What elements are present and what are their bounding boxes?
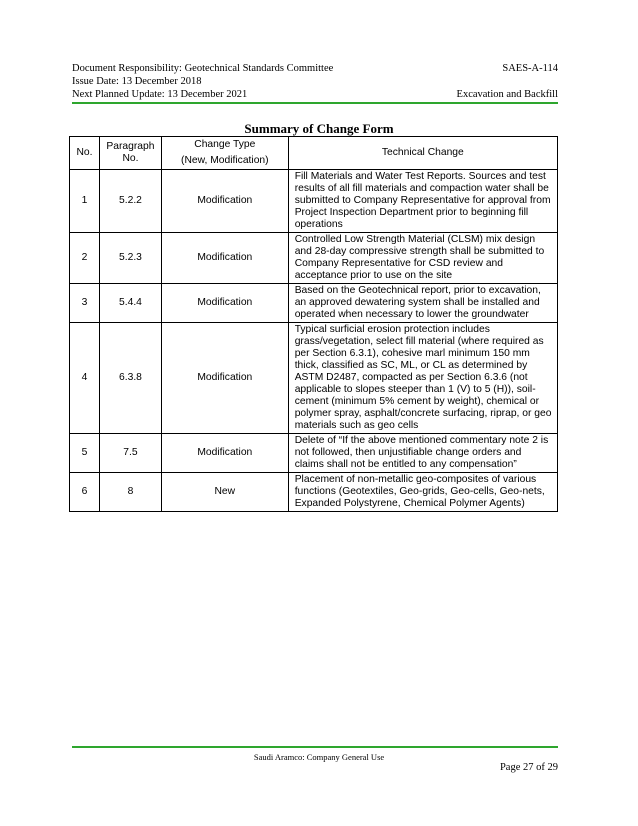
table-row <box>70 434 558 473</box>
table-row <box>70 284 558 323</box>
row-change-type: New <box>161 473 288 512</box>
row-technical-change: Fill Materials and Water Test Reports. Sources and test results of all fill materials and compaction water shall be submitted to Company Representative for approval from Project Inspection Department prior to beginning fill operations <box>288 170 557 233</box>
row-technical-change: Delete of “If the above mentioned commentary note 2 is not followed, then unjustifiable change orders and claims shall not be entitled to any compensation” <box>288 434 557 473</box>
document-header <box>72 62 558 101</box>
footer-divider <box>72 746 558 748</box>
next-planned-update: Next Planned Update: 13 December 2021 <box>72 89 248 100</box>
row-paragraph: 5.2.3 <box>99 233 161 284</box>
header-technical-change: Technical Change <box>288 137 557 170</box>
document-id: SAES-A-114 <box>502 63 558 74</box>
table-row <box>70 473 558 512</box>
row-no: 6 <box>70 473 100 512</box>
row-change-type: Modification <box>161 323 288 434</box>
row-paragraph: 5.4.4 <box>99 284 161 323</box>
row-paragraph: 7.5 <box>99 434 161 473</box>
table-row <box>70 233 558 284</box>
page-number: Page 27 of 29 <box>499 762 558 773</box>
row-change-type: Modification <box>161 284 288 323</box>
form-title: Summary of Change Form <box>244 121 394 136</box>
summary-of-change-table <box>69 136 558 512</box>
row-paragraph: 6.3.8 <box>99 323 161 434</box>
header-no: No. <box>70 137 100 170</box>
row-change-type: Modification <box>161 233 288 284</box>
row-technical-change: Placement of non-metallic geo-composites of various functions (Geotextiles, Geo-grids, Geo-cells, Geo-nets, Expanded Polystyrene, Chemical Polymer Agents) <box>288 473 557 512</box>
issue-date: Issue Date: 13 December 2018 <box>72 76 202 87</box>
row-no: 5 <box>70 434 100 473</box>
row-change-type: Modification <box>161 434 288 473</box>
row-change-type: Modification <box>161 170 288 233</box>
row-technical-change: Controlled Low Strength Material (CLSM) mix design and 28-day compressive strength shall be submitted to Company Representative for CSD review and acceptance prior to use on the site <box>288 233 557 284</box>
row-technical-change: Typical surficial erosion protection includes grass/vegetation, select fill material (where required as per Section 6.3.1), cohesive marl minimum 150 mm thick, classified as SC, ML, or CL as determined by ASTM D2487, compacted as per Section 6.3.6 (not applicable to slopes steeper than 1 (V) to 5 (H)), soil-cement (minimum 5% cement by weight), chemical or polymer spray, asphalt/concrete surfacing, riprap, or geo materials such as geo cells <box>288 323 557 434</box>
section-title: Excavation and Backfill <box>456 89 558 100</box>
row-no: 1 <box>70 170 100 233</box>
row-no: 3 <box>70 284 100 323</box>
row-paragraph: 8 <box>99 473 161 512</box>
table-row <box>70 170 558 233</box>
row-no: 2 <box>70 233 100 284</box>
table-row <box>70 323 558 434</box>
header-change-type-sub: (New, Modification) <box>181 155 269 166</box>
document-classification: Saudi Aramco: Company General Use <box>253 752 385 762</box>
row-paragraph: 5.2.2 <box>99 170 161 233</box>
header-divider <box>72 102 558 104</box>
table-header-row <box>70 137 558 170</box>
row-no: 4 <box>70 323 100 434</box>
header-change-type-label: Change Type <box>194 139 256 150</box>
document-responsibility: Document Responsibility: Geotechnical Standards Committee <box>72 63 334 74</box>
header-change-type <box>161 137 288 170</box>
row-technical-change: Based on the Geotechnical report, prior to excavation, an approved dewatering system shall be installed and operated when necessary to lower the groundwater <box>288 284 557 323</box>
header-paragraph: Paragraph No. <box>99 137 161 170</box>
